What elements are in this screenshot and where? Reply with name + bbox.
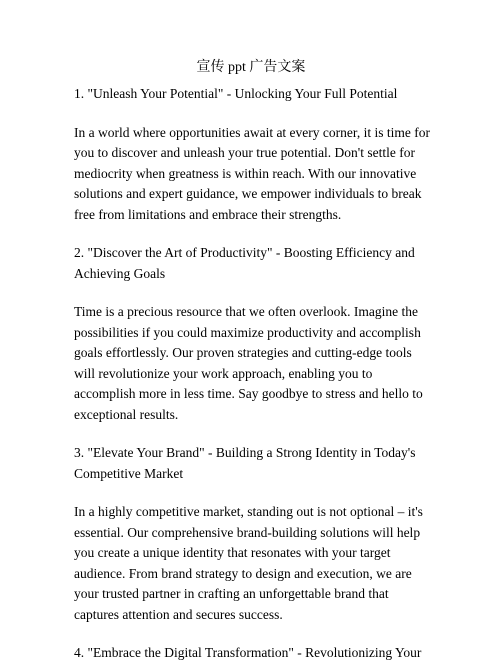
section-heading: 1. "Unleash Your Potential" - Unlocking Your Full Potential bbox=[74, 86, 398, 101]
section-body: In a highly competitive market, standing out is not optional – it's essential. Our comprehensive brand-building solutions will help you create a unique identity that resonates with your target audience. From brand strategy to design and execution, we are your trusted partner in crafting an unforgettable brand that captures attention and secures success. bbox=[74, 504, 423, 622]
section-body: Time is a precious resource that we often overlook. Imagine the possibilities if you could maximize productivity and accomplish goals effortlessly. Our proven strategies and cutting-edge tools will revolutionize your work approach, enabling you to accomplish more in less time. Say goodbye to stress and hello to exceptional results. bbox=[74, 304, 423, 422]
section-3 bbox=[74, 443, 436, 625]
section-4 bbox=[74, 643, 436, 664]
section-heading: 4. "Embrace the Digital Transformation" - Revolutionizing Your bbox=[74, 645, 422, 660]
document-content bbox=[74, 84, 436, 664]
section-2 bbox=[74, 243, 436, 425]
section-1 bbox=[74, 84, 436, 225]
section-heading: 2. "Discover the Art of Productivity" - Boosting Efficiency and Achieving Goals bbox=[74, 245, 415, 281]
document-title: 宣传 ppt 广告文案 bbox=[196, 60, 306, 75]
section-heading: 3. "Elevate Your Brand" - Building a Strong Identity in Today's Competitive Market bbox=[74, 445, 416, 481]
section-body: In a world where opportunities await at every corner, it is time for you to discover and unleash your true potential. Don't settle for mediocrity when greatness is within reach. With our innovative solutions and expert guidance, we empower individuals to break free from limitations and embrace their strengths. bbox=[74, 124, 430, 222]
